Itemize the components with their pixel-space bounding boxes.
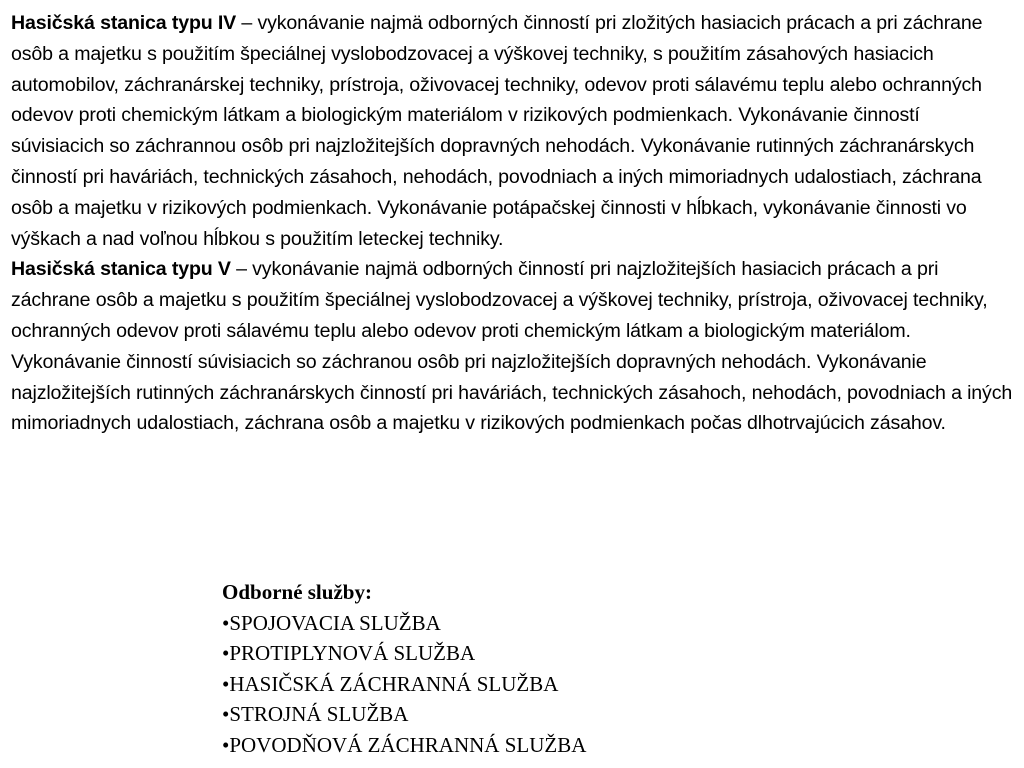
service-item-hasicska-zachranna: •HASIČSKÁ ZÁCHRANNÁ SLUŽBA	[222, 671, 559, 696]
service-item-strojna: •STROJNÁ SLUŽBA	[222, 702, 409, 726]
service-item-povodnova-zachranna: •POVODŇOVÁ ZÁCHRANNÁ SLUŽBA	[222, 732, 587, 757]
text-block	[11, 8, 1015, 439]
service-item-spojovacia: •SPOJOVACIA SLUŽBA	[222, 610, 441, 635]
service-item-protiplynova: •PROTIPLYNOVÁ SLUŽBA	[222, 641, 476, 665]
services-section	[222, 577, 822, 760]
heading-station-type-iv: Hasičská stanica typu IV	[11, 12, 237, 34]
heading-station-type-v: Hasičská stanica typu V	[11, 258, 231, 281]
paragraph-station-type-iv	[11, 8, 1015, 254]
body-station-type-v: – vykonávanie najmä odborných činností pri najzložitejších hasiacich prácach a pri záchrane osôb a majetku s použitím špeciálnej vyslobodzovacej a výškovej techniky, prístroja, oživovacej techniky, ochranných odevov proti sálavému teplu alebo odevov proti chemickým látkam a biologickým materiálom. Vykonávanie činností súvisiacich so záchranou osôb pri najzložitejších dopravných nehodách. Vykonávanie najzložitejších rutinných záchranárskych činností pri haváriách, technických zásahoch, nehodách, povodniach a iných mimoriadnych udalostiach, záchrana osôb a majetku v rizikových podmienkach počas dlhotrvajúcich zásahov.	[11, 258, 1013, 435]
body-station-type-iv: – vykonávanie najmä odborných činností pri zložitých hasiacich prácach a pri záchrane osôb a majetku s použitím špeciálnej vyslobodzovacej a výškovej techniky, s použitím zásahových hasiacich automobilov, záchranárskej techniky, prístroja, oživovacej techniky, odevov proti sálavému teplu alebo ochranných odevov proti chemickým látkam a biologickým materiálom v rizikových podmienkach. Vykonávanie činností súvisiacich so záchrannou osôb pri najzložitejších dopravných nehodách. Vykonávanie rutinných záchranárskych činností pri haváriách, technických zásahoch, nehodách, povodniach a iných mimoriadnych udalostiach, záchrana osôb a majetku v rizikových podmienkach. Vykonávanie potápačskej činnosti v hĺbkach, vykonávanie činnosti vo výškach a nad voľnou hĺbkou s použitím leteckej techniky.	[11, 12, 983, 250]
services-list	[222, 608, 822, 761]
paragraph-station-type-v	[11, 254, 1015, 439]
services-title: Odborné služby:	[222, 580, 372, 604]
